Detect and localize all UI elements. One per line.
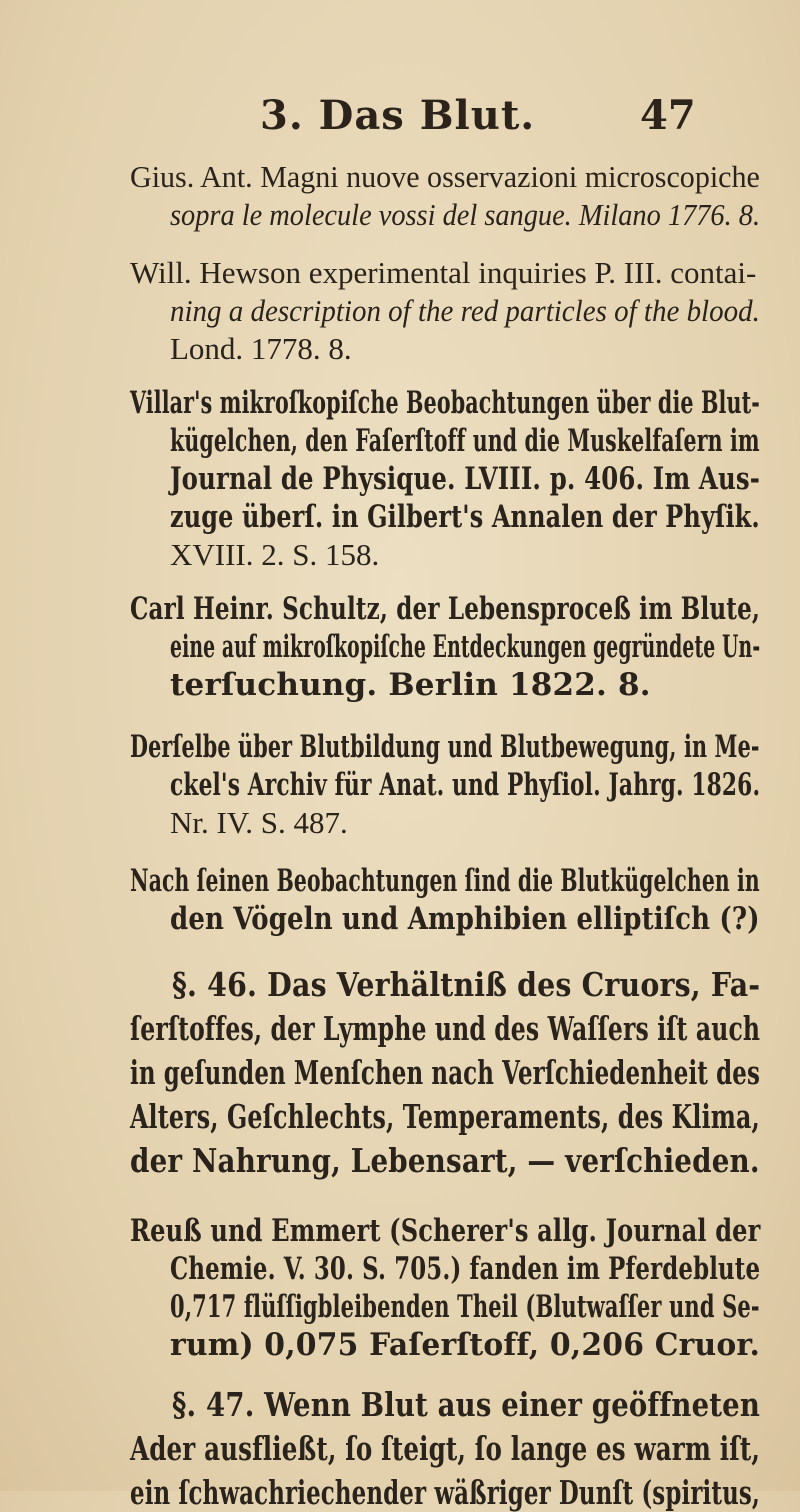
- text-line: ſerſtoffes, der Lymphe und des Waſſers iſt auch: [130, 1009, 761, 1048]
- chapter-title: 3. Das Blut.: [260, 92, 536, 139]
- text-line: 0,717 flüſſigbleibenden Theil (Blutwaſſer und Se-: [170, 1289, 760, 1325]
- page-number: 47: [640, 92, 696, 139]
- text-line: Journal de Physique. LVIII. p. 406. Im Aus-: [170, 461, 761, 497]
- running-header: [0, 92, 800, 142]
- text-line: Ader ausfließt, ſo ſteigt, ſo lange es warm iſt,: [130, 1429, 761, 1468]
- text-line: ein ſchwachriechender wäßriger Dunſt (spiritus,: [130, 1473, 761, 1512]
- text-line: Villar's mikroſkopiſche Beobachtungen über die Blut-: [130, 385, 760, 421]
- text-line: eine auf mikroſkopiſche Entdeckungen gegründete Un-: [170, 629, 761, 665]
- text-line: in geſunden Menſchen nach Verſchiedenheit des: [130, 1053, 761, 1092]
- text-line: Derſelbe über Blutbildung und Blutbewegung, in Me-: [130, 729, 760, 765]
- text-line: Alters, Geſchlechts, Temperaments, des Klima,: [130, 1097, 760, 1136]
- text-line: Will. Hewson experimental inquiries P. III. contai-: [130, 255, 757, 290]
- text-line: Nr. IV. S. 487.: [170, 805, 348, 840]
- text-line: Lond. 1778. 8.: [170, 331, 352, 366]
- text-line: zuge überſ. in Gilbert's Annalen der Phyſik.: [170, 499, 760, 535]
- text-line: Carl Heinr. Schultz, der Lebensproceß im Blute,: [130, 591, 761, 627]
- text-line: der Nahrung, Lebensart, — verſchieden.: [130, 1141, 760, 1180]
- section-heading: §. 46. Das Verhältniß des Cruors, Fa-: [172, 965, 761, 1004]
- text-line: XVIII. 2. S. 158.: [170, 537, 380, 572]
- text-line: ning a description of the red particles of the blood.: [170, 293, 760, 328]
- text-line: den Vögeln und Amphibien elliptiſch (?): [170, 901, 760, 937]
- text-line: Chemie. V. 30. S. 705.) fanden im Pferdeblute: [170, 1251, 761, 1287]
- text-line: terſuchung. Berlin 1822. 8.: [170, 667, 651, 703]
- text-line: Nach ſeinen Beobachtungen ſind die Blutkügelchen in: [130, 863, 760, 899]
- text-line: Reuß und Emmert (Scherer's allg. Journal der: [130, 1213, 761, 1249]
- text-line: Gius. Ant. Magni nuove osservazioni microscopiche: [130, 159, 760, 194]
- text-line: kügelchen, den Faſerſtoff und die Muskelfaſern im: [170, 423, 760, 459]
- section-heading: §. 47. Wenn Blut aus einer geöffneten: [172, 1385, 761, 1424]
- text-line: sopra le molecule vossi del sangue. Milano 1776. 8.: [170, 197, 761, 232]
- text-line: rum) 0,075 Faſerſtoff, 0,206 Cruor.: [170, 1327, 761, 1363]
- text-line: ckel's Archiv für Anat. und Phyſiol. Jahrg. 1826.: [170, 767, 761, 803]
